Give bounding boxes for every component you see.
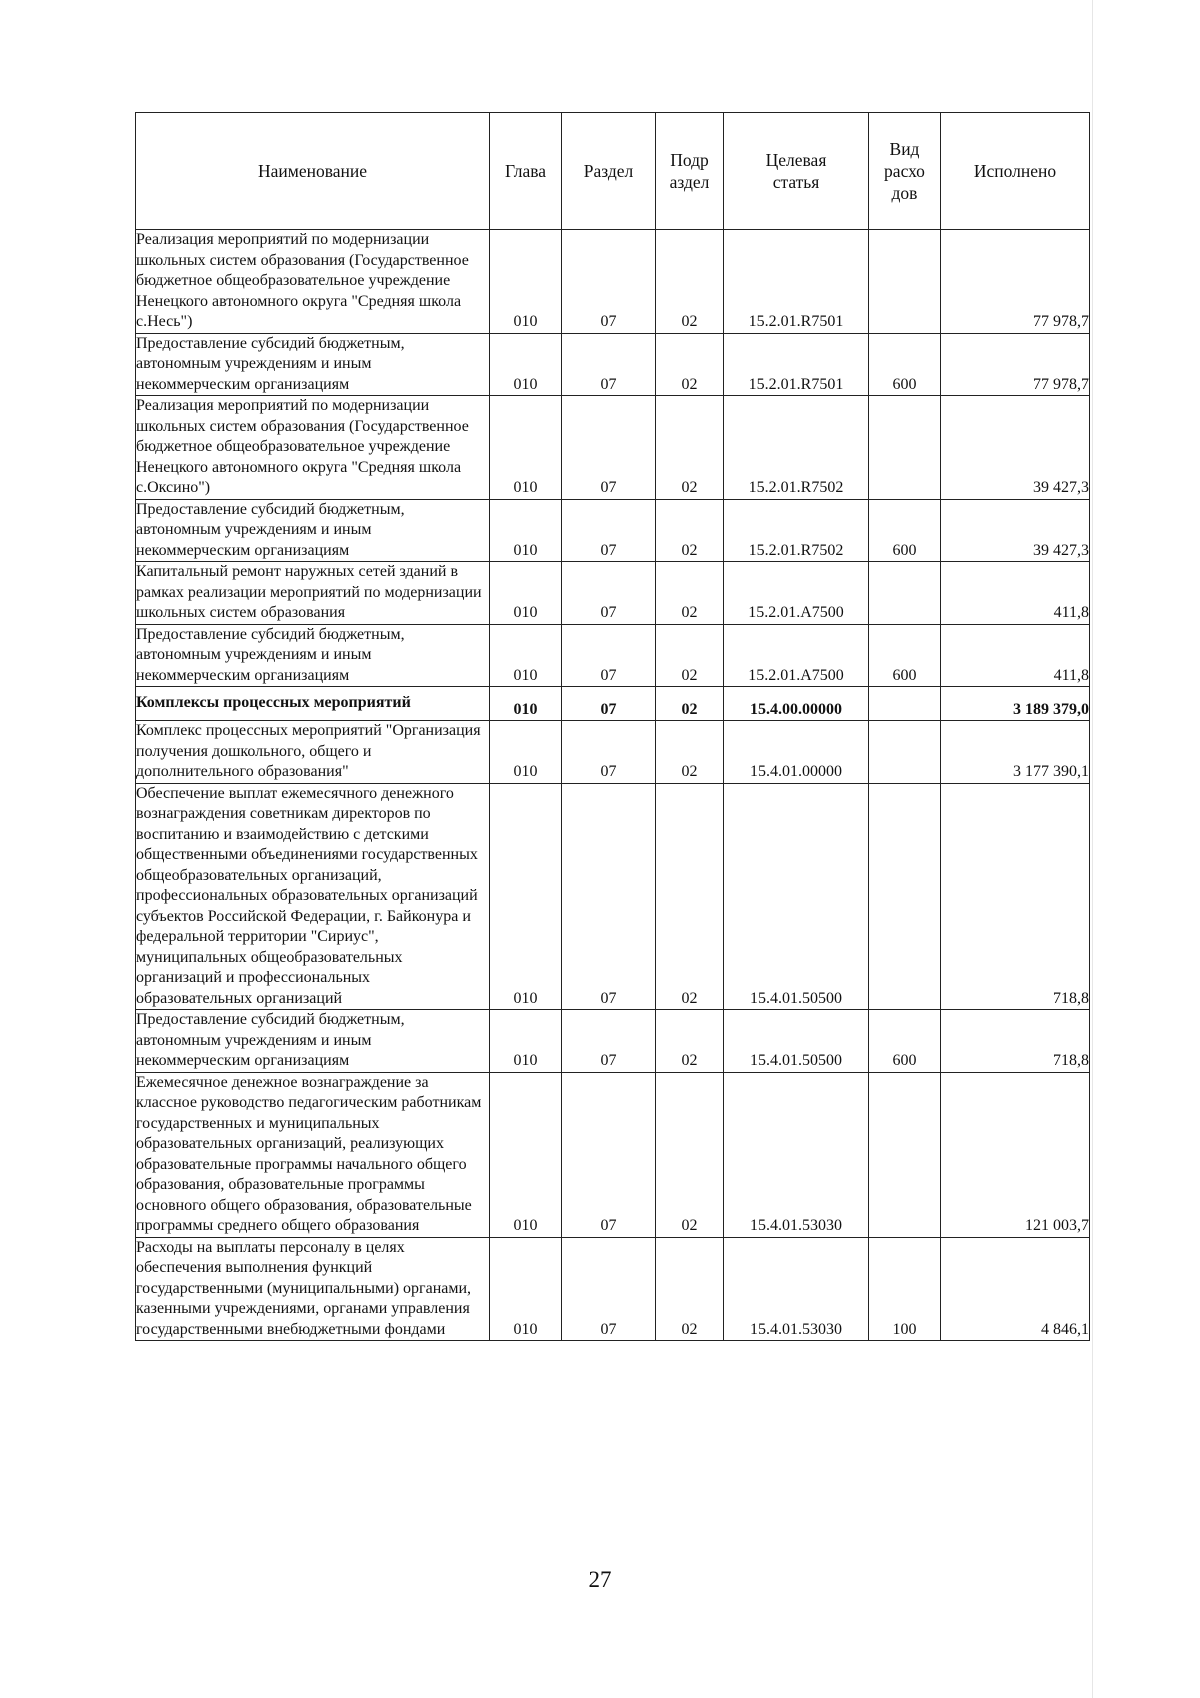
header-glava: Глава: [490, 113, 562, 230]
row-podrazdel: 02: [656, 721, 724, 784]
row-podrazdel: 02: [656, 499, 724, 562]
row-glava: 010: [490, 783, 562, 1010]
table-row: [136, 562, 1090, 625]
row-ispolneno: 39 427,3: [941, 396, 1090, 500]
row-razdel: 07: [562, 687, 656, 721]
row-celevaya-statya: 15.4.00.00000: [724, 687, 869, 721]
table-row: [136, 1237, 1090, 1341]
budget-table: [135, 112, 1090, 1341]
row-glava: 010: [490, 396, 562, 500]
table-header-row: [136, 113, 1090, 230]
row-name: Предоставление субсидий бюджетным, автономным учреждениям и иным некоммерческим организациям: [136, 499, 490, 562]
row-vid-rashodov: 600: [869, 624, 941, 687]
row-razdel: 07: [562, 624, 656, 687]
table-row: [136, 687, 1090, 721]
row-glava: 010: [490, 230, 562, 334]
row-celevaya-statya: 15.4.01.50500: [724, 1010, 869, 1073]
row-ispolneno: 718,8: [941, 1010, 1090, 1073]
row-name: Предоставление субсидий бюджетным, автономным учреждениям и иным некоммерческим организациям: [136, 1010, 490, 1073]
row-glava: 010: [490, 1072, 562, 1237]
row-podrazdel: 02: [656, 230, 724, 334]
row-podrazdel: 02: [656, 1237, 724, 1341]
row-vid-rashodov: [869, 783, 941, 1010]
row-podrazdel: 02: [656, 562, 724, 625]
row-ispolneno: 3 177 390,1: [941, 721, 1090, 784]
header-vid-rashodov: Вид расхо дов: [869, 113, 941, 230]
row-celevaya-statya: 15.2.01.A7500: [724, 562, 869, 625]
row-glava: 010: [490, 499, 562, 562]
row-name: Комплекс процессных мероприятий "Организация получения дошкольного, общего и дополнительного образования": [136, 721, 490, 784]
row-vid-rashodov: [869, 396, 941, 500]
row-razdel: 07: [562, 1072, 656, 1237]
table-row: [136, 333, 1090, 396]
row-ispolneno: 121 003,7: [941, 1072, 1090, 1237]
row-ispolneno: 411,8: [941, 624, 1090, 687]
row-glava: 010: [490, 1237, 562, 1341]
row-razdel: 07: [562, 396, 656, 500]
header-razdel: Раздел: [562, 113, 656, 230]
row-glava: 010: [490, 333, 562, 396]
row-razdel: 07: [562, 562, 656, 625]
row-ispolneno: 77 978,7: [941, 333, 1090, 396]
row-ispolneno: 411,8: [941, 562, 1090, 625]
row-celevaya-statya: 15.2.01.R7501: [724, 333, 869, 396]
header-name: Наименование: [136, 113, 490, 230]
row-celevaya-statya: 15.2.01.A7500: [724, 624, 869, 687]
table-row: [136, 499, 1090, 562]
table-body: [136, 230, 1090, 1341]
row-celevaya-statya: 15.2.01.R7501: [724, 230, 869, 334]
table-row: [136, 396, 1090, 500]
row-name: Комплексы процессных мероприятий: [136, 687, 490, 721]
row-glava: 010: [490, 1010, 562, 1073]
row-podrazdel: 02: [656, 783, 724, 1010]
row-ispolneno: 718,8: [941, 783, 1090, 1010]
row-name: Обеспечение выплат ежемесячного денежного вознаграждения советникам директоров по воспитанию и взаимодействию с детскими общественными объединениями государственных общеобразовательных организаций, профессиональных образовательных организаций субъектов Российской Федерации, г. Байконура и федеральной территории "Сириус", муниципальных общеобразовательных организаций и профессиональных образовательных организаций: [136, 783, 490, 1010]
row-ispolneno: 77 978,7: [941, 230, 1090, 334]
table-row: [136, 1010, 1090, 1073]
row-celevaya-statya: 15.4.01.00000: [724, 721, 869, 784]
row-vid-rashodov: 600: [869, 499, 941, 562]
row-vid-rashodov: [869, 230, 941, 334]
row-celevaya-statya: 15.4.01.50500: [724, 783, 869, 1010]
table-row: [136, 624, 1090, 687]
row-vid-rashodov: 600: [869, 1010, 941, 1073]
row-podrazdel: 02: [656, 1072, 724, 1237]
row-ispolneno: 4 846,1: [941, 1237, 1090, 1341]
row-glava: 010: [490, 562, 562, 625]
row-razdel: 07: [562, 783, 656, 1010]
row-name: Расходы на выплаты персоналу в целях обеспечения выполнения функций государственными (муниципальными) органами, казенными учреждениями, органами управления государственными внебюджетными фондами: [136, 1237, 490, 1341]
row-ispolneno: 39 427,3: [941, 499, 1090, 562]
row-podrazdel: 02: [656, 333, 724, 396]
row-celevaya-statya: 15.4.01.53030: [724, 1237, 869, 1341]
row-vid-rashodov: [869, 721, 941, 784]
row-glava: 010: [490, 721, 562, 784]
row-celevaya-statya: 15.2.01.R7502: [724, 499, 869, 562]
row-podrazdel: 02: [656, 396, 724, 500]
row-name: Ежемесячное денежное вознаграждение за классное руководство педагогическим работникам государственных и муниципальных образовательных организаций, реализующих образовательные программы начального общего образования, образовательные программы основного общего образования, образовательные программы среднего общего образования: [136, 1072, 490, 1237]
table-row: [136, 1072, 1090, 1237]
row-podrazdel: 02: [656, 624, 724, 687]
row-vid-rashodov: [869, 1072, 941, 1237]
row-ispolneno: 3 189 379,0: [941, 687, 1090, 721]
row-glava: 010: [490, 687, 562, 721]
row-vid-rashodov: [869, 562, 941, 625]
row-razdel: 07: [562, 1237, 656, 1341]
header-ispolneno: Исполнено: [941, 113, 1090, 230]
row-vid-rashodov: 100: [869, 1237, 941, 1341]
row-name: Реализация мероприятий по модернизации школьных систем образования (Государственное бюджетное общеобразовательное учреждение Ненецкого автономного округа "Средняя школа с.Оксино"): [136, 396, 490, 500]
row-celevaya-statya: 15.4.01.53030: [724, 1072, 869, 1237]
row-celevaya-statya: 15.2.01.R7502: [724, 396, 869, 500]
header-celevaya-statya: Целевая статья: [724, 113, 869, 230]
row-razdel: 07: [562, 230, 656, 334]
header-podrazdel: Подр аздел: [656, 113, 724, 230]
table-row: [136, 783, 1090, 1010]
page-edge-line: [1092, 0, 1093, 1698]
row-razdel: 07: [562, 333, 656, 396]
table-row: [136, 230, 1090, 334]
row-vid-rashodov: 600: [869, 333, 941, 396]
row-razdel: 07: [562, 499, 656, 562]
row-glava: 010: [490, 624, 562, 687]
row-podrazdel: 02: [656, 687, 724, 721]
row-vid-rashodov: [869, 687, 941, 721]
row-podrazdel: 02: [656, 1010, 724, 1073]
row-name: Предоставление субсидий бюджетным, автономным учреждениям и иным некоммерческим организациям: [136, 333, 490, 396]
row-razdel: 07: [562, 721, 656, 784]
row-name: Предоставление субсидий бюджетным, автономным учреждениям и иным некоммерческим организациям: [136, 624, 490, 687]
row-razdel: 07: [562, 1010, 656, 1073]
row-name: Реализация мероприятий по модернизации школьных систем образования (Государственное бюджетное общеобразовательное учреждение Ненецкого автономного округа "Средняя школа с.Несь"): [136, 230, 490, 334]
table-row: [136, 721, 1090, 784]
page-number: 27: [588, 1567, 612, 1592]
row-name: Капитальный ремонт наружных сетей зданий в рамках реализации мероприятий по модернизации школьных систем образования: [136, 562, 490, 625]
